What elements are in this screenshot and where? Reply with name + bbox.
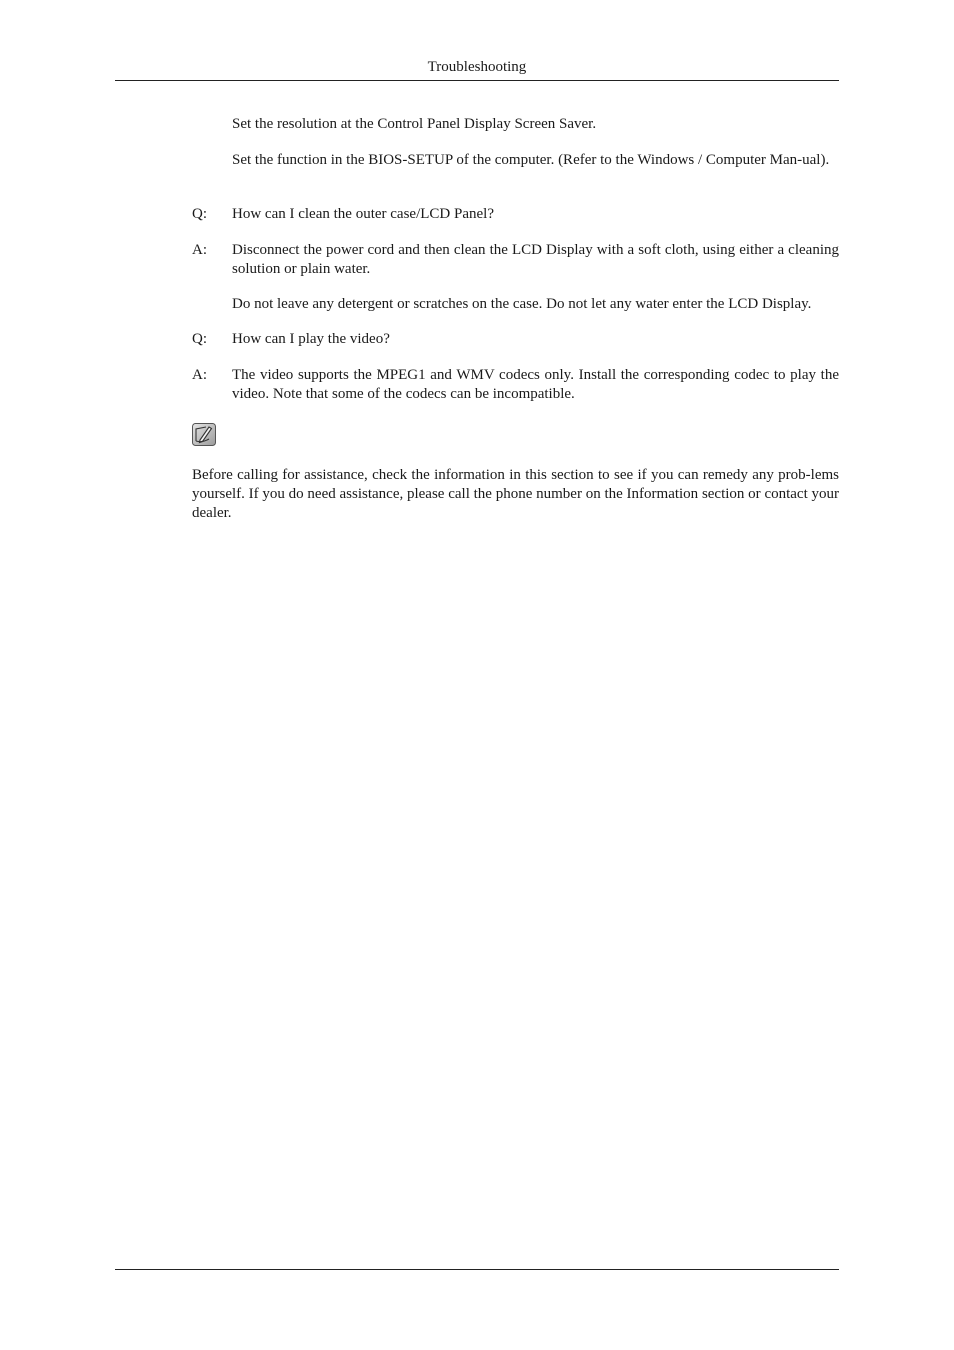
question-label: Q: [192, 206, 207, 222]
answer-extra-text: Do not leave any detergent or scratches on the case. Do not let any water enter the LCD Display. [232, 296, 812, 312]
question-text: How can I clean the outer case/LCD Panel? [232, 206, 494, 222]
answer-text: The video supports the MPEG1 and WMV codecs only. Install the corresponding codec to play the video. Note that some of the codecs can be incompatible. [232, 367, 839, 402]
bios-instruction: Set the function in the BIOS-SETUP of the computer. (Refer to the Windows / Computer Man-ual). [232, 152, 830, 168]
footer-divider [115, 1269, 839, 1270]
answer-label: A: [192, 367, 207, 383]
note-text: Before calling for assistance, check the information in this section to see if you can remedy any prob-lems yourself. If you do need assistance, please call the phone number on the Information section or contact your dealer. [192, 467, 839, 521]
question-label: Q: [192, 331, 207, 347]
header-title: Troubleshooting [427, 59, 527, 75]
answer-text: Disconnect the power cord and then clean the LCD Display with a soft cloth, using either a cleaning solution or plain water. [232, 242, 839, 277]
resolution-instruction: Set the resolution at the Control Panel Display Screen Saver. [232, 116, 597, 132]
header-divider [115, 80, 839, 81]
note-pencil-icon [192, 423, 216, 446]
answer-label: A: [192, 242, 207, 258]
question-text: How can I play the video? [232, 331, 390, 347]
